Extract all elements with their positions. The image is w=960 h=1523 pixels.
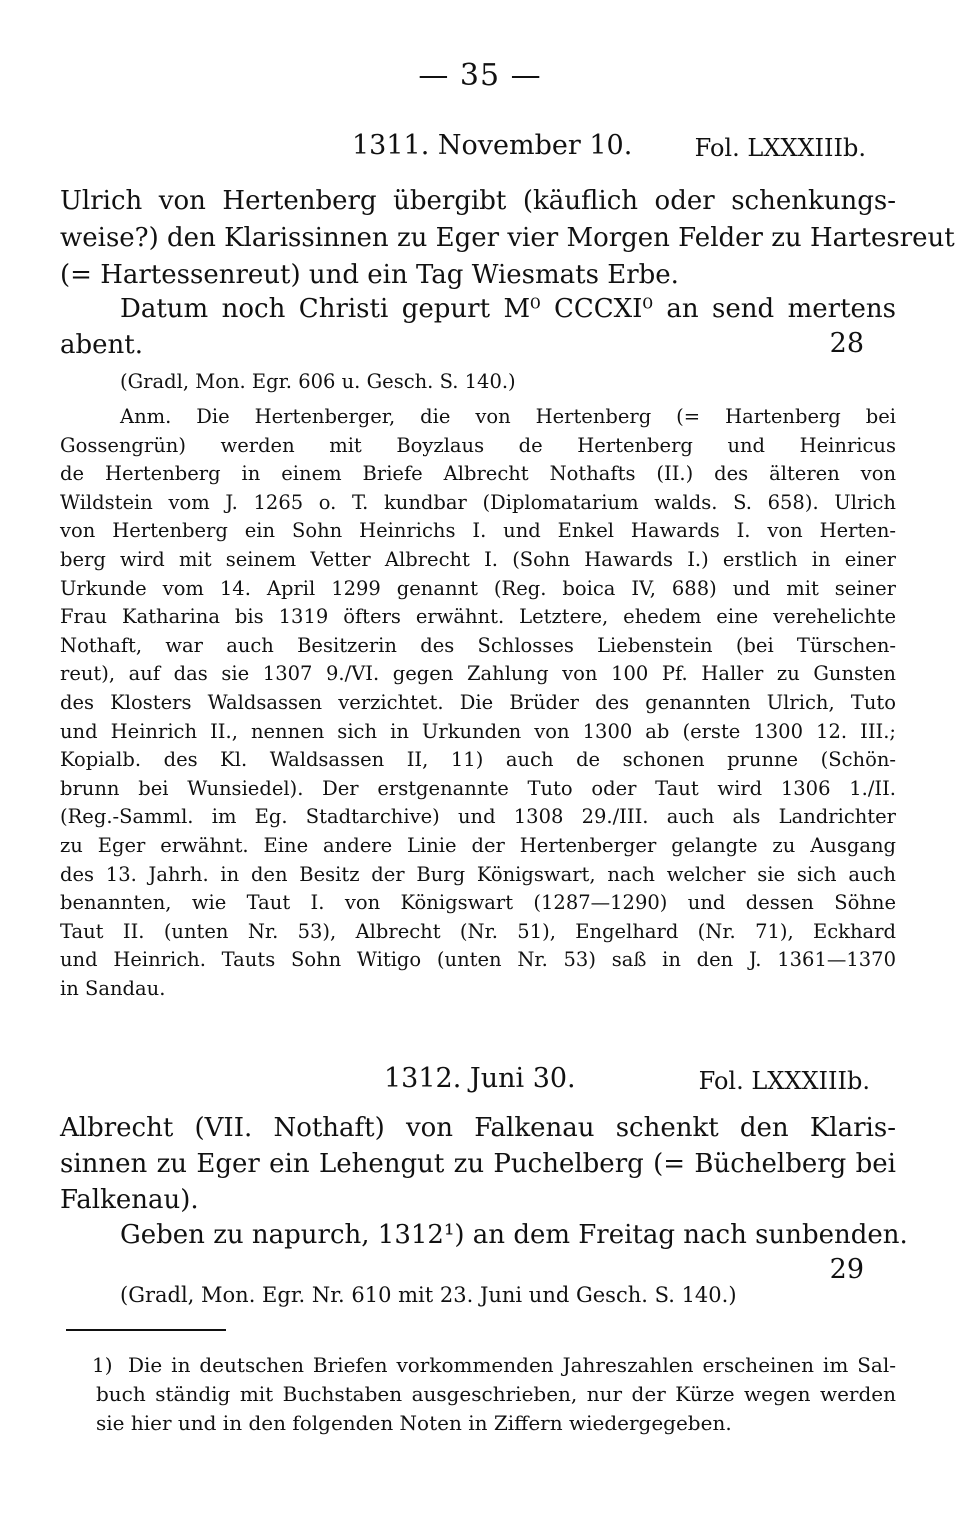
entry2-date: 1312. Juni 30. [384,1063,576,1094]
note-line: des Klosters Waldsassen verzichtet. Die Brüder des genannten Ulrich, Tuto [60,691,896,714]
entry1-heading [0,130,960,170]
entry1-quote-line: abent. [60,330,143,360]
note-line: de Hertenberg in einem Briefe Albrecht Nothafts (II.) des älteren von [60,462,896,486]
note-line: Anm. Die Hertenberger, die von Hertenberg (= Hartenberg bei [120,405,896,428]
note-line: brunn bei Wunsiedel). Der erstgenannte Tuto oder Taut wird 1306 1./II. [60,776,896,800]
note-line: benannten, wie Taut I. von Königswart (1287—1290) und dessen Söhne [60,891,896,915]
note-line: Kopialb. des Kl. Waldsassen II, 11) auch de schonen prunne (Schön- [60,748,896,772]
note-line: zu Eger erwähnt. Eine andere Linie der Hertenberger gelangte zu Ausgang [60,834,896,857]
note-line: Nothaft, war auch Besitzerin des Schlosses Liebenstein (bei Türschen- [60,633,896,657]
page-number: — 35 — [418,58,542,93]
entry2-number: 29 [829,1254,864,1285]
entry1-summary-line: (= Hartessenreut) und ein Tag Wiesmats Erbe. [60,260,679,290]
entry1-source-line: (Gradl, Mon. Egr. 606 u. Gesch. S. 140.) [120,370,516,393]
note-line: in Sandau. [60,977,166,1000]
note-line: Wildstein vom J. 1265 o. T. kundbar (Diplomatarium walds. S. 658). Ulrich [60,490,896,514]
entry2-summary-line: sinnen zu Eger ein Lehengut zu Puchelberg (= Büchelberg bei [60,1149,896,1179]
note-line: Urkunde vom 14. April 1299 genannt (Reg. boica IV, 688) und mit seiner [60,576,896,600]
entry2-quote-line: Geben zu napurch, 1312¹) an dem Freitag nach sunbenden. [120,1220,908,1250]
note-line: Frau Katharina bis 1319 öfters erwähnt. Letztere, ehedem eine verehelichte [60,605,896,629]
footnote-line: buch ständig mit Buchstaben ausgeschrieben, nur der Kürze wegen werden [96,1382,896,1406]
note-line: des 13. Jahrh. in den Besitz der Burg Königswart, nach welcher sie sich auch [60,862,896,886]
note-line: und Heinrich II., nennen sich in Urkunden von 1300 ab (erste 1300 12. III.; [60,719,896,743]
entry1-summary-line: weise?) den Klarissinnen zu Eger vier Morgen Felder zu Hartesreut [60,223,955,253]
entry2-folio: Fol. LXXXIIIb. [698,1067,870,1095]
note-line: Taut II. (unten Nr. 53), Albrecht (Nr. 51), Engelhard (Nr. 71), Eckhard [60,919,896,943]
note-line: (Reg.-Samml. im Eg. Stadtarchive) und 1308 29./III. auch als Landrichter [60,805,896,829]
note-line: berg wird mit seinem Vetter Albrecht I. (Sohn Hawards I.) erstlich in einer [60,548,896,571]
footnote-line: Die in deutschen Briefen vorkommenden Jahreszahlen erscheinen im Sal- [128,1353,896,1377]
note-line: reut), auf das sie 1307 9./VI. gegen Zahlung von 100 Pf. Haller zu Gunsten [60,662,896,686]
entry2-summary-line: Albrecht (VII. Nothaft) von Falkenau schenkt den Klaris- [60,1113,896,1143]
entry1-summary-line: Ulrich von Hertenberg übergibt (käuflich oder schenkungs- [60,186,896,216]
note-line: und Heinrich. Tauts Sohn Witigo (unten Nr. 53) saß in den J. 1361—1370 [60,948,896,972]
entry1-number: 28 [829,328,864,359]
note-line: Gossengrün) werden mit Boyzlaus de Hertenberg und Heinricus [60,433,896,457]
entry1-quote-line: Datum noch Christi gepurt M⁰ CCCXI⁰ an send mertens [120,294,896,324]
entry2-heading [0,1063,960,1103]
entry2-source-line: (Gradl, Mon. Egr. Nr. 610 mit 23. Juni und Gesch. S. 140.) [120,1283,737,1307]
footnote-mark: 1) [92,1353,113,1377]
note-line: von Hertenberg ein Sohn Heinrichs I. und Enkel Hawards I. von Herten- [60,519,896,543]
footnote-line: sie hier und in den folgenden Noten in Ziffern wiedergegeben. [96,1411,732,1435]
footnote-divider [66,1329,226,1331]
entry1-date: 1311. November 10. [352,130,633,161]
entry1-folio: Fol. LXXXIIIb. [694,134,866,162]
entry2-summary-line: Falkenau). [60,1185,199,1215]
